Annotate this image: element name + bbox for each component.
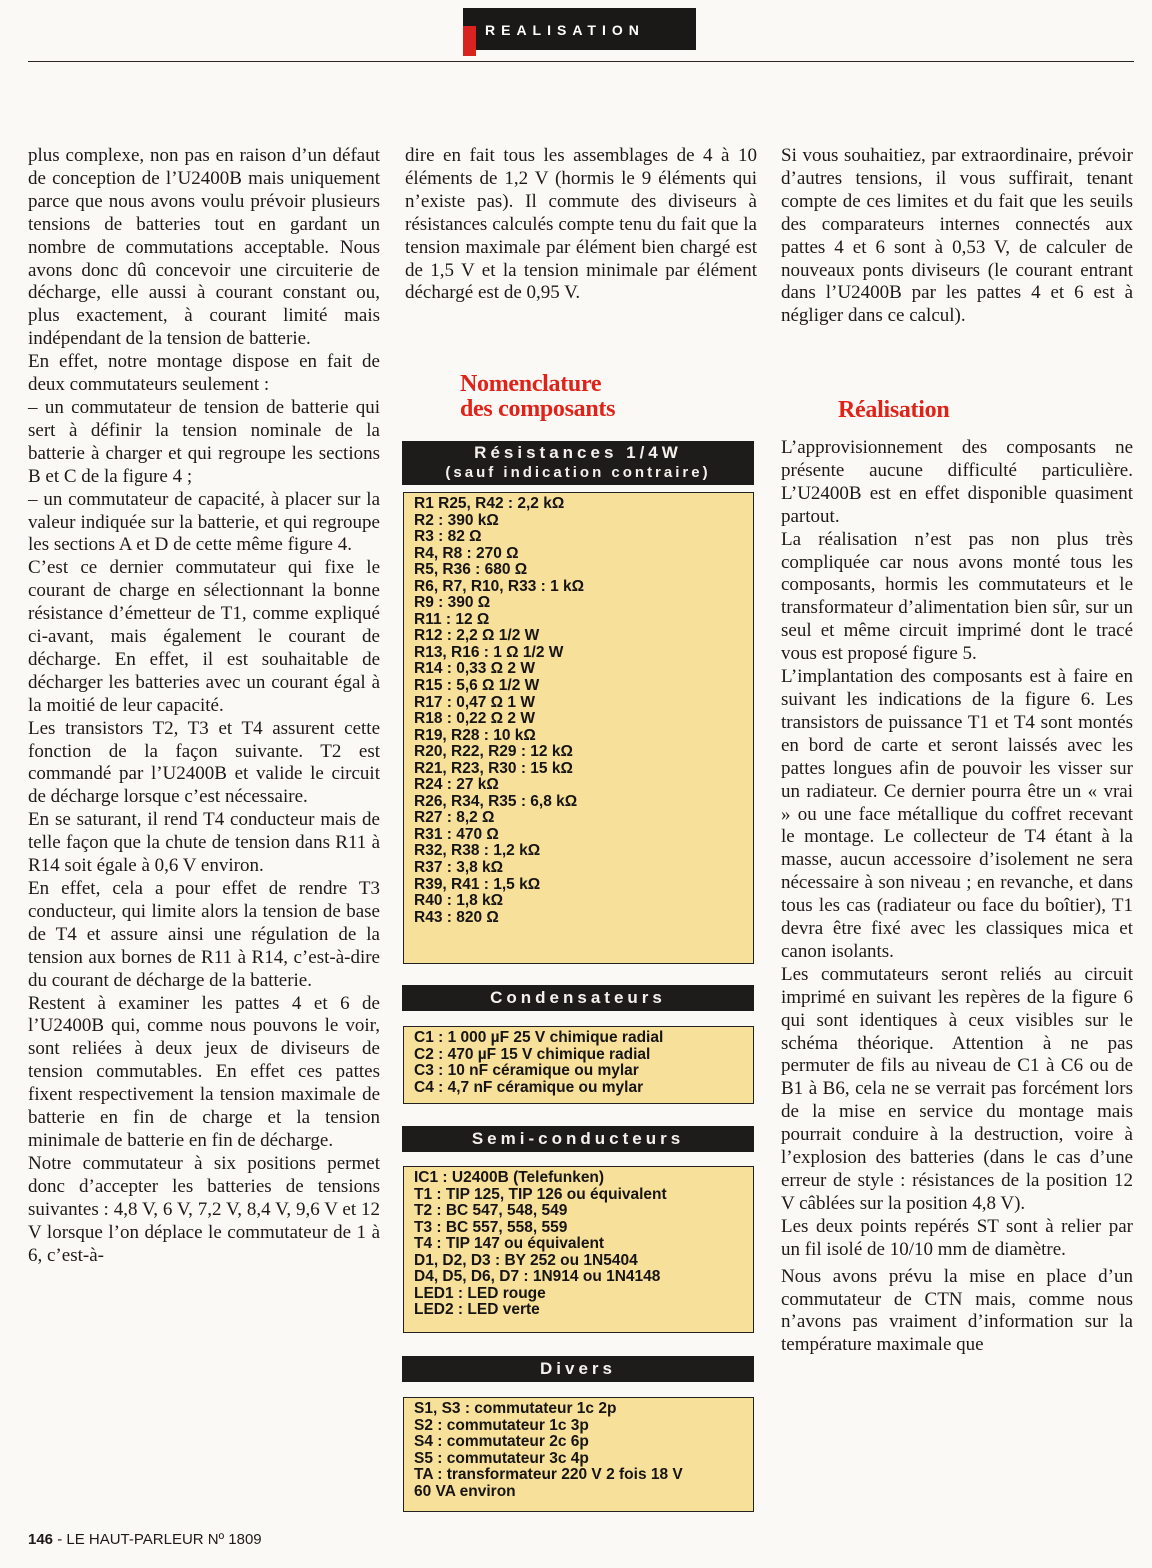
semiconducteurs-header-label: Semi-conducteurs — [471, 1129, 685, 1148]
condensateur-item: C2 : 470 µF 15 V chimique radial — [414, 1045, 651, 1063]
resistance-item: R17 : 0,47 Ω 1 W — [414, 693, 535, 711]
resistance-item: R27 : 8,2 Ω — [414, 809, 495, 827]
col1-paragraph: Notre commutateur à six positions permet donc d’accepter les batteries de tensions suivantes : 4,8 V, 6 V, 7,2 V, 8,4 V, 9,6 V et 12 V lorsque l’on déplace le commutateur de 1 à 6, c’est-à- — [28, 1152, 380, 1266]
resistance-item: R6, R7, R10, R33 : 1 kΩ — [414, 577, 585, 595]
resistance-item: R2 : 390 kΩ — [414, 511, 499, 529]
semiconducteur-item: T3 : BC 557, 558, 559 — [414, 1218, 568, 1236]
resistances-header-line2: (sauf indication contraire) — [445, 464, 711, 481]
semiconducteur-item: T2 : BC 547, 548, 549 — [414, 1202, 568, 1220]
col3-paragraph: Si vous souhaitiez, par extraordinaire, prévoir d’autres tensions, il vous suffirait, tenant compte de ces limites et du fait que les seuils des comparateurs internes connectés aux pattes 4 et 6 sont à 0,53 V, de calculer de nouveaux ponts diviseurs (le courant entrant dans l’U2400B par les pattes 4 et 6 est à négliger dans ce calcul). — [781, 145, 1133, 327]
divers-item: S2 : commutateur 1c 3p — [414, 1416, 589, 1434]
resistance-item: R1 R25, R42 : 2,2 kΩ — [414, 495, 565, 512]
col1-paragraph: – un commutateur de tension de batterie qui sert à définir la tension nominale de la batterie à charger et qui regroupe les sections B et C de la figure 4 ; — [28, 396, 380, 487]
condensateurs-header-label: Condensateurs — [490, 988, 666, 1007]
resistance-item: R26, R34, R35 : 6,8 kΩ — [414, 792, 578, 810]
resistance-item: R9 : 390 Ω — [414, 594, 491, 612]
col3-paragraph: Nous avons prévu la mise en place d’un commutateur de CTN mais, comme nous n’avons pas vraiment d’information sur la température maximale que — [781, 1265, 1133, 1356]
resistance-item: R15 : 5,6 Ω 1/2 W — [414, 677, 540, 695]
col3-paragraph: La réalisation n’est pas non plus très compliquée car nous avons monté tous les composants, hormis les commutateurs et le transformateur d’alimentation bien sûr, sur un seul et même circuit imprimé dont le tracé vous est proposé figure 5. — [781, 528, 1133, 665]
nomenclature-title-line1: Nomenclature — [460, 371, 602, 397]
resistance-item: R4, R8 : 270 Ω — [414, 544, 519, 562]
resistance-item: R43 : 820 Ω — [414, 908, 499, 926]
resistance-item: R18 : 0,22 Ω 2 W — [414, 710, 535, 728]
resistance-item: R39, R41 : 1,5 kΩ — [414, 875, 541, 893]
divers-header-label: Divers — [540, 1359, 616, 1378]
page-footer — [28, 1531, 262, 1548]
resistance-item: R37 : 3,8 kΩ — [414, 859, 504, 877]
resistance-item: R20, R22, R29 : 12 kΩ — [414, 743, 573, 761]
resistances-list — [403, 492, 754, 964]
resistance-item: R14 : 0,33 Ω 2 W — [414, 660, 535, 678]
semiconducteur-item: LED2 : LED verte — [414, 1301, 540, 1319]
col1-paragraph: En se saturant, il rend T4 conducteur mais de telle façon que la chute de tension dans R11 à R14 soit égale à 0,6 V environ. — [28, 809, 380, 877]
col1-paragraph: En effet, notre montage dispose en fait de deux commutateurs seulement : — [28, 351, 380, 396]
resistance-item: R13, R16 : 1 Ω 1/2 W — [414, 643, 564, 661]
col1-paragraph: Restent à examiner les pattes 4 et 6 de l’U2400B qui, comme nous pouvons le voir, sont reliées à deux jeux de diviseurs de tension commutables. En effet ces pattes fixent respectivement la tension maximale de batterie en fin de charge et la tension minimale de batterie en fin de décharge. — [28, 992, 380, 1151]
section-rubric — [463, 8, 696, 50]
semiconducteur-item: D1, D2, D3 : BY 252 ou 1N5404 — [414, 1251, 638, 1269]
page-number: 146 — [28, 1531, 54, 1548]
col3-paragraph: L’implantation des composants est à faire en suivant les indications de la figure 6. Les transistors de puissance T1 et T4 sont montés en bord de carte et seront laissés avec les pattes longues afin de pouvoir les visser sur un radiateur. Ce dernier pourra être un « vrai » ou une face métallique du coffret recevant le montage. Le collecteur de T4 étant à la masse, aucun accessoire d’isolement ne sera nécessaire à son niveau ; en revanche, et dans tous les cas (radiateur ou face du boîtier), T1 devra être fixé avec les classiques mica et canon isolants. — [781, 666, 1133, 962]
condensateur-item: C4 : 4,7 nF céramique ou mylar — [414, 1078, 644, 1096]
semiconducteur-item: D4, D5, D6, D7 : 1N914 ou 1N4148 — [414, 1268, 661, 1286]
resistance-item: R32, R38 : 1,2 kΩ — [414, 842, 541, 860]
col1-paragraph: Les transistors T2, T3 et T4 assurent cette fonction de la façon suivante. T2 est commandé par l’U2400B et valide le circuit de décharge lorsque c’est nécessaire. — [28, 717, 380, 808]
col2-paragraph: dire en fait tous les assemblages de 4 à 10 éléments de 1,2 V (hormis le 9 éléments qui n’existe pas). Il commute des diviseurs à résistances calculés compte tenu du fait que la tension maximale par élément bien chargé est de 1,5 V et la tension minimale par élément déchargé est de 0,95 V. — [405, 145, 757, 304]
resistance-item: R40 : 1,8 kΩ — [414, 892, 504, 910]
realisation-title: Réalisation — [838, 397, 950, 423]
column-3-bottom — [781, 437, 1133, 1357]
condensateur-item: C1 : 1 000 µF 25 V chimique radial — [414, 1029, 664, 1046]
divers-item: TA : transformateur 220 V 2 fois 18 V — [414, 1466, 683, 1484]
semiconducteur-item: LED1 : LED rouge — [414, 1284, 546, 1302]
divers-item: S4 : commutateur 2c 6p — [414, 1433, 589, 1451]
resistance-item: R3 : 82 Ω — [414, 528, 482, 546]
column-1 — [28, 145, 380, 1267]
divers-item: S5 : commutateur 3c 4p — [414, 1449, 589, 1467]
magazine-name: - LE HAUT-PARLEUR Nº 1809 — [53, 1531, 262, 1548]
col3-paragraph: Les deux points repérés ST sont à relier par un fil isolé de 10/10 mm de diamètre. — [781, 1215, 1133, 1260]
nomenclature-title-line2: des composants — [460, 396, 616, 422]
condensateurs-list — [403, 1026, 754, 1104]
divers-item: 60 VA environ — [414, 1482, 516, 1500]
semiconducteurs-list — [403, 1166, 754, 1333]
divers-header — [402, 1356, 754, 1382]
column-2 — [405, 145, 757, 305]
column-3-top — [781, 145, 1133, 328]
resistance-item: R5, R36 : 680 Ω — [414, 561, 528, 579]
rubric-accent — [463, 26, 476, 56]
resistance-item: R11 : 12 Ω — [414, 610, 490, 628]
nomenclature-title — [460, 372, 720, 422]
header-rule — [28, 61, 1134, 62]
semiconducteur-item: T1 : TIP 125, TIP 126 ou équivalent — [414, 1185, 667, 1203]
resistance-item: R12 : 2,2 Ω 1/2 W — [414, 627, 540, 645]
rubric-label: REALISATION — [485, 22, 645, 38]
semiconducteurs-header — [402, 1126, 754, 1152]
col3-paragraph: L’approvisionnement des composants ne présente aucune difficulté particulière. L’U2400B est en effet disponible quasiment partout. — [781, 437, 1133, 527]
condensateurs-header — [402, 985, 754, 1011]
resistance-item: R19, R28 : 10 kΩ — [414, 726, 536, 744]
semiconducteur-item: IC1 : U2400B (Telefunken) — [414, 1169, 605, 1186]
col1-paragraph: – un commutateur de capacité, à placer sur la valeur indiquée sur la batterie, et qui regroupe les sections A et D de cette même figure 4. — [28, 488, 380, 556]
resistance-item: R21, R23, R30 : 15 kΩ — [414, 759, 573, 777]
divers-item: S1, S3 : commutateur 1c 2p — [414, 1400, 617, 1417]
resistance-item: R31 : 470 Ω — [414, 825, 499, 843]
resistance-item: R24 : 27 kΩ — [414, 776, 499, 794]
divers-list — [403, 1397, 754, 1512]
resistances-header — [402, 441, 754, 485]
col1-paragraph: En effet, cela a pour effet de rendre T3 conducteur, qui limite alors la tension de base de T4 et assure ainsi une régulation de la tension aux bornes de R11 à R14, c’est-à-dire du courant de décharge de la batterie. — [28, 878, 380, 991]
resistances-header-line1: Résistances 1/4W — [474, 443, 682, 462]
condensateur-item: C3 : 10 nF céramique ou mylar — [414, 1062, 639, 1080]
col1-paragraph: C’est ce dernier commutateur qui fixe le courant de charge en sélectionnant la bonne résistance d’émetteur de T1, comme expliqué ci-avant, mais également le courant de décharge. En effet, il est souhaitable de décharger les batteries avec un courant égal à la moitié de leur capacité. — [28, 557, 380, 716]
col1-paragraph: plus complexe, non pas en raison d’un défaut de conception de l’U2400B mais uniquement parce que nous avons voulu prévoir plusieurs tensions de batteries tout en gardant un nombre de commutations acceptable. Nous avons donc dû concevoir une circuiterie de décharge, elle aussi à courant constant ou, plus exactement, à courant limité mais indépendant de la tension de batterie. — [28, 145, 380, 350]
semiconducteur-item: T4 : TIP 147 ou équivalent — [414, 1235, 605, 1253]
col3-paragraph: Les commutateurs seront reliés au circuit imprimé en suivant les repères de la figure 6 qui sont identiques à ceux visibles sur le schéma théorique. Attention à ne pas permuter de fils au niveau de C1 à C6 ou de B1 à B6, cela ne se verrait pas forcément lors de la mise en service du montage mais pourrait conduire à la destruction, voire à l’explosion des batteries (dans le cas d’une erreur de style : résistances de la position 12 V câblées sur la position 4,8 V). — [781, 963, 1133, 1214]
